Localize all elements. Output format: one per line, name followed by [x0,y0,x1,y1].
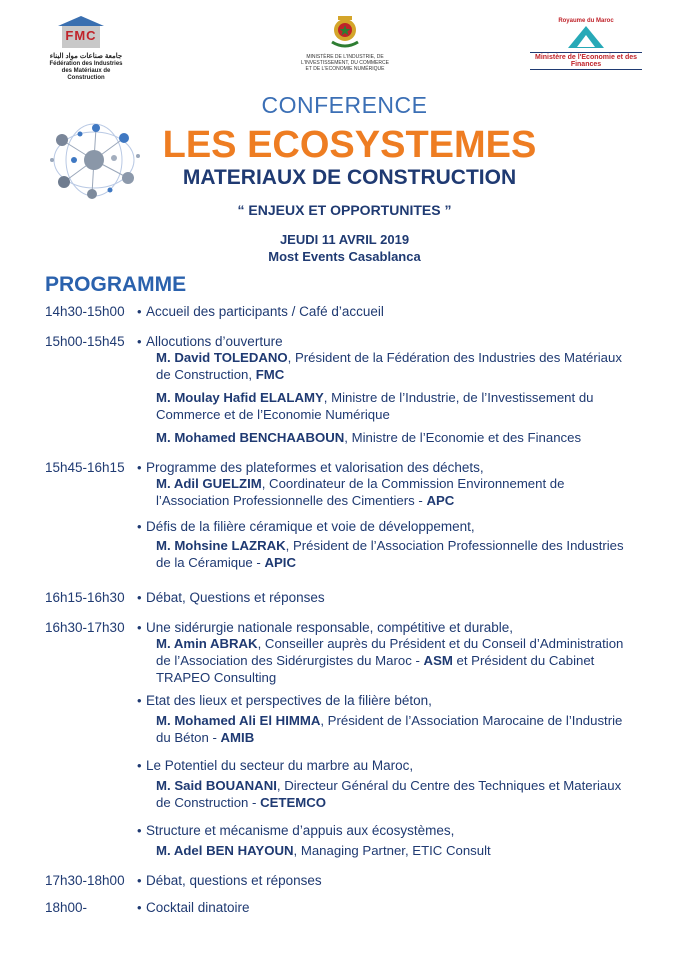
time-slot: 15h45-16h15 [45,460,125,475]
bullet-icon: • [137,758,142,773]
programme-item: • Défis de la filière céramique et voie de développement, [137,519,475,534]
speaker-entry: M. Mohsine LAZRAK, Président de l’Association Professionnelle des Industries de la Céramique - APIC [156,538,624,570]
bullet-icon: • [137,519,142,534]
bullet-icon: • [137,873,142,888]
speaker-entry: M. Mohamed BENCHAABOUN, Ministre de l’Economie et des Finances [156,430,582,445]
time-slot: 18h00- [45,900,88,915]
speaker-entry: M. Mohamed Ali El HIMMA, Président de l’Association Marocaine de l’Industrie du Béton - AMIB [156,713,623,745]
bullet-icon: • [137,900,142,915]
mef-name: Ministère de l'Economie et des Finances [530,52,642,70]
speaker-entry: M. Adel BEN HAYOUN, Managing Partner, ETIC Consult [156,843,491,858]
speaker-entry: M. David TOLEDANO, Président de la Fédération des Industries des Matériaux de Construction, FMC [156,350,622,382]
programme-item: • Etat des lieux et perspectives de la filière béton, [137,693,432,708]
programme-item: • Cocktail dinatoire [137,900,250,915]
bullet-icon: • [137,590,142,605]
ministry-logo [300,14,390,82]
programme-item: • Débat, questions et réponses [137,873,322,888]
time-slot: 16h30-17h30 [45,620,125,635]
conference-tagline: “ ENJEUX ET OPPORTUNITES ” [237,202,452,218]
time-slot: 16h15-16h30 [45,590,125,605]
speaker-entry: M. Moulay Hafid ELALAMY, Ministre de l’Industrie, de l’Investissement du Commerce et de l’Economie Numérique [156,390,594,422]
moroccan-crest-icon [328,14,362,50]
fmc-arabic-name: جامعة صناعات مواد البناء [49,53,123,60]
time-slot: 14h30-15h00 [45,304,125,319]
mef-logo [530,18,642,68]
programme-item: • Débat, Questions et réponses [137,590,325,605]
fmc-logo [44,16,128,81]
time-slot: 15h00-15h45 [45,334,125,349]
conference-subtitle: MATERIAUX DE CONSTRUCTION [182,166,517,189]
bullet-icon: • [137,620,142,635]
bullet-icon: • [137,823,142,838]
programme-item: • Accueil des participants / Café d’accueil [137,304,384,319]
conference-label: CONFERENCE [261,92,428,118]
mef-kingdom: Royaume du Maroc [558,18,614,24]
bullet-icon: • [137,334,142,349]
programme-item: • Une sidérurgie nationale responsable, compétitive et durable, [137,620,513,635]
bullet-icon: • [137,304,142,319]
event-place: Most Events Casablanca [268,249,421,264]
programme-item: • Structure et mécanisme d’appuis aux écosystèmes, [137,823,455,838]
programme-heading: PROGRAMME [45,273,187,296]
bullet-icon: • [137,460,142,475]
programme-item: • Programme des plateformes et valorisation des déchets, [137,460,484,475]
fmc-house-icon: FMC [58,16,104,50]
speaker-entry: M. Adil GUELZIM, Coordinateur de la Commission Environnement de l’Association Professionnelle des Cimentiers - APC [156,476,565,508]
event-date: JEUDI 11 AVRIL 2019 [279,232,410,247]
speaker-entry: M. Said BOUANANI, Directeur Général du Centre des Techniques et Materiaux de Construction - CETEMCO [156,778,622,810]
speaker-entry: M. Amin ABRAK, Conseiller auprès du Président et du Conseil d’Administration de l’Association des Sidérurgistes du Maroc - ASM et Président du Cabinet TRAPEO Consulting [156,636,624,685]
time-slot: 17h30-18h00 [45,873,125,888]
programme-item: • Allocutions d’ouverture [137,334,283,349]
ministry-name: MINISTÈRE DE L'INDUSTRIE, DE L'INVESTISSEMENT, DU COMMERCE ET DE L'ECONOMIE NUMÉRIQUE [301,54,389,72]
fmc-french-name: Fédération des Industries des Matériaux de Construction [49,61,123,81]
programme-item: • Le Potentiel du secteur du marbre au Maroc, [137,758,414,773]
conference-title: LES ECOSYSTEMES [162,124,537,166]
bullet-icon: • [137,693,142,708]
